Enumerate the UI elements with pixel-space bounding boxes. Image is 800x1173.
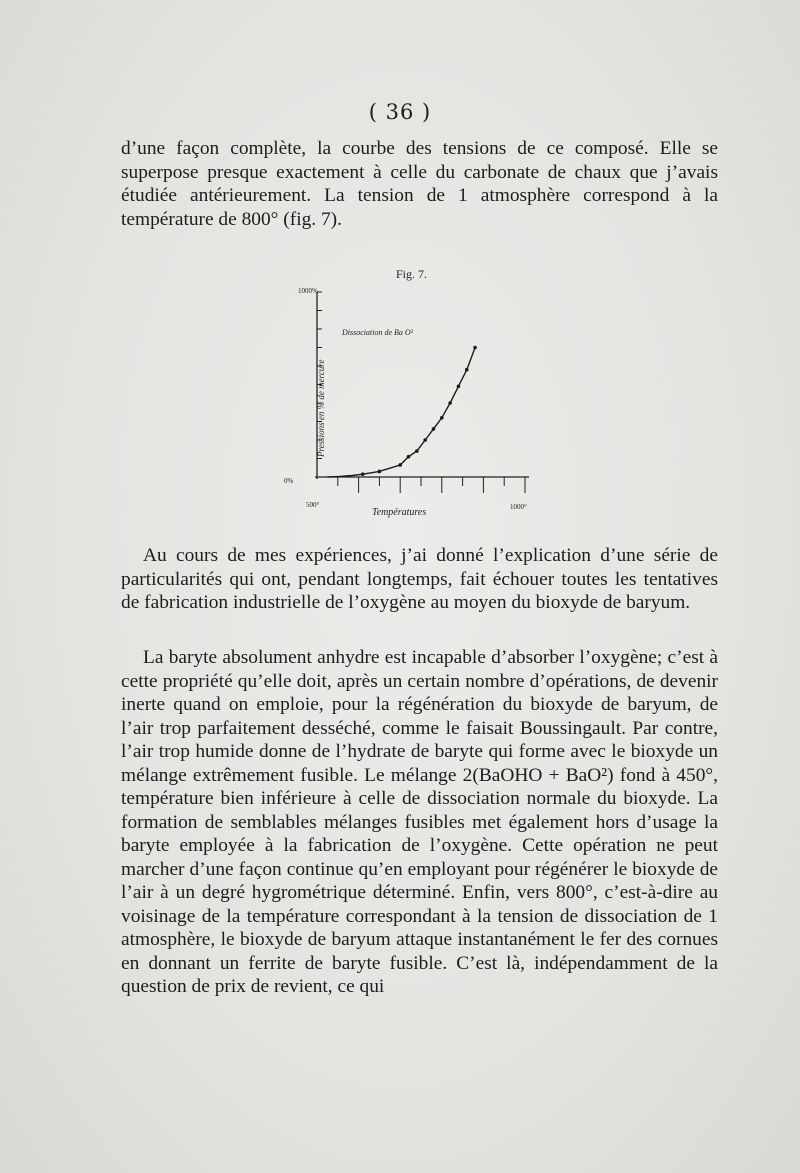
chart-series bbox=[327, 346, 476, 477]
chart-axes bbox=[315, 292, 529, 479]
paragraph-experiences: Au cours de mes expériences, j’ai donné l’explication d’une série de particularités qui ont, pendant longtemps, fait échouer toutes les tentatives de fabrication industrielle de l’oxygène au moyen du bioxyde de baryum. bbox=[121, 545, 718, 613]
data-point bbox=[415, 449, 419, 453]
chart-annotation: Dissociation de Ba O² bbox=[342, 328, 414, 337]
paragraph-baryte: La baryte absolument anhydre est incapable d’absorber l’oxygène; c’est à cette propriété qu’elle doit, après un certain nombre d’opérations, de devenir inerte quand on emploie, pour la régénération du bioxyde de baryum, de l’air trop parfaitement desséché, comme le faisait Boussingault. Par contre, l’air trop humide donne de l’hydrate de baryte qui forme avec le bioxyde un mélange extrêmement fusible. Le mélange 2(BaOHO + BaO²) fond à 450°, température bien inférieure à celle de dissociation normale du bioxyde. La formation de semblables mélanges fusibles met également hors d’usage la baryte employée à la fabrication de l’oxygène. Cette opération ne peut marcher d’une façon continue qu’en employant pour régénérer le bioxyde de l’air à un degré hygrométrique déterminé. Enfin, vers 800°, c’est-à-dire au voisinage de la température correspondant à la tension de dissociation de 1 atmosphère, le bioxyde de baryum attaque instantanément le fer des cornues en donnant un ferrite de baryte fusible. C’est là, indépendamment de la question de prix de revient, ce qui bbox=[121, 647, 718, 997]
data-point bbox=[423, 438, 427, 442]
x-tick-label-min: 500° bbox=[306, 501, 320, 509]
y-tick-label-min: 0% bbox=[284, 477, 294, 485]
x-tick-label-max: 1000° bbox=[510, 503, 527, 511]
x-axis-label: Températures bbox=[372, 507, 427, 518]
data-point bbox=[457, 385, 461, 389]
y-tick-label-max: 1000% bbox=[298, 287, 318, 295]
y-axis-label: Pressions en % de mercure bbox=[316, 359, 326, 457]
data-point bbox=[432, 427, 436, 431]
data-point bbox=[465, 368, 469, 372]
data-point bbox=[407, 455, 411, 459]
data-point bbox=[361, 472, 365, 476]
chart-title: Fig. 7. bbox=[396, 267, 428, 281]
chart-ticks bbox=[317, 292, 525, 493]
data-point bbox=[448, 401, 452, 405]
data-point bbox=[473, 346, 477, 350]
data-point bbox=[398, 463, 402, 467]
series-line-dissociation bbox=[327, 348, 475, 478]
page-number: ( 36 ) bbox=[368, 100, 432, 124]
dissociation-chart bbox=[280, 262, 550, 527]
data-point bbox=[440, 416, 444, 420]
paragraph-intro: d’une façon complète, la courbe des tensions de ce composé. Elle se superpose presque exactement à celle du carbonate de chaux que j’avais étudiée antérieurement. La tension de 1 atmosphère correspond à la température de 800° (fig. 7). bbox=[121, 138, 718, 230]
data-point bbox=[378, 470, 382, 474]
